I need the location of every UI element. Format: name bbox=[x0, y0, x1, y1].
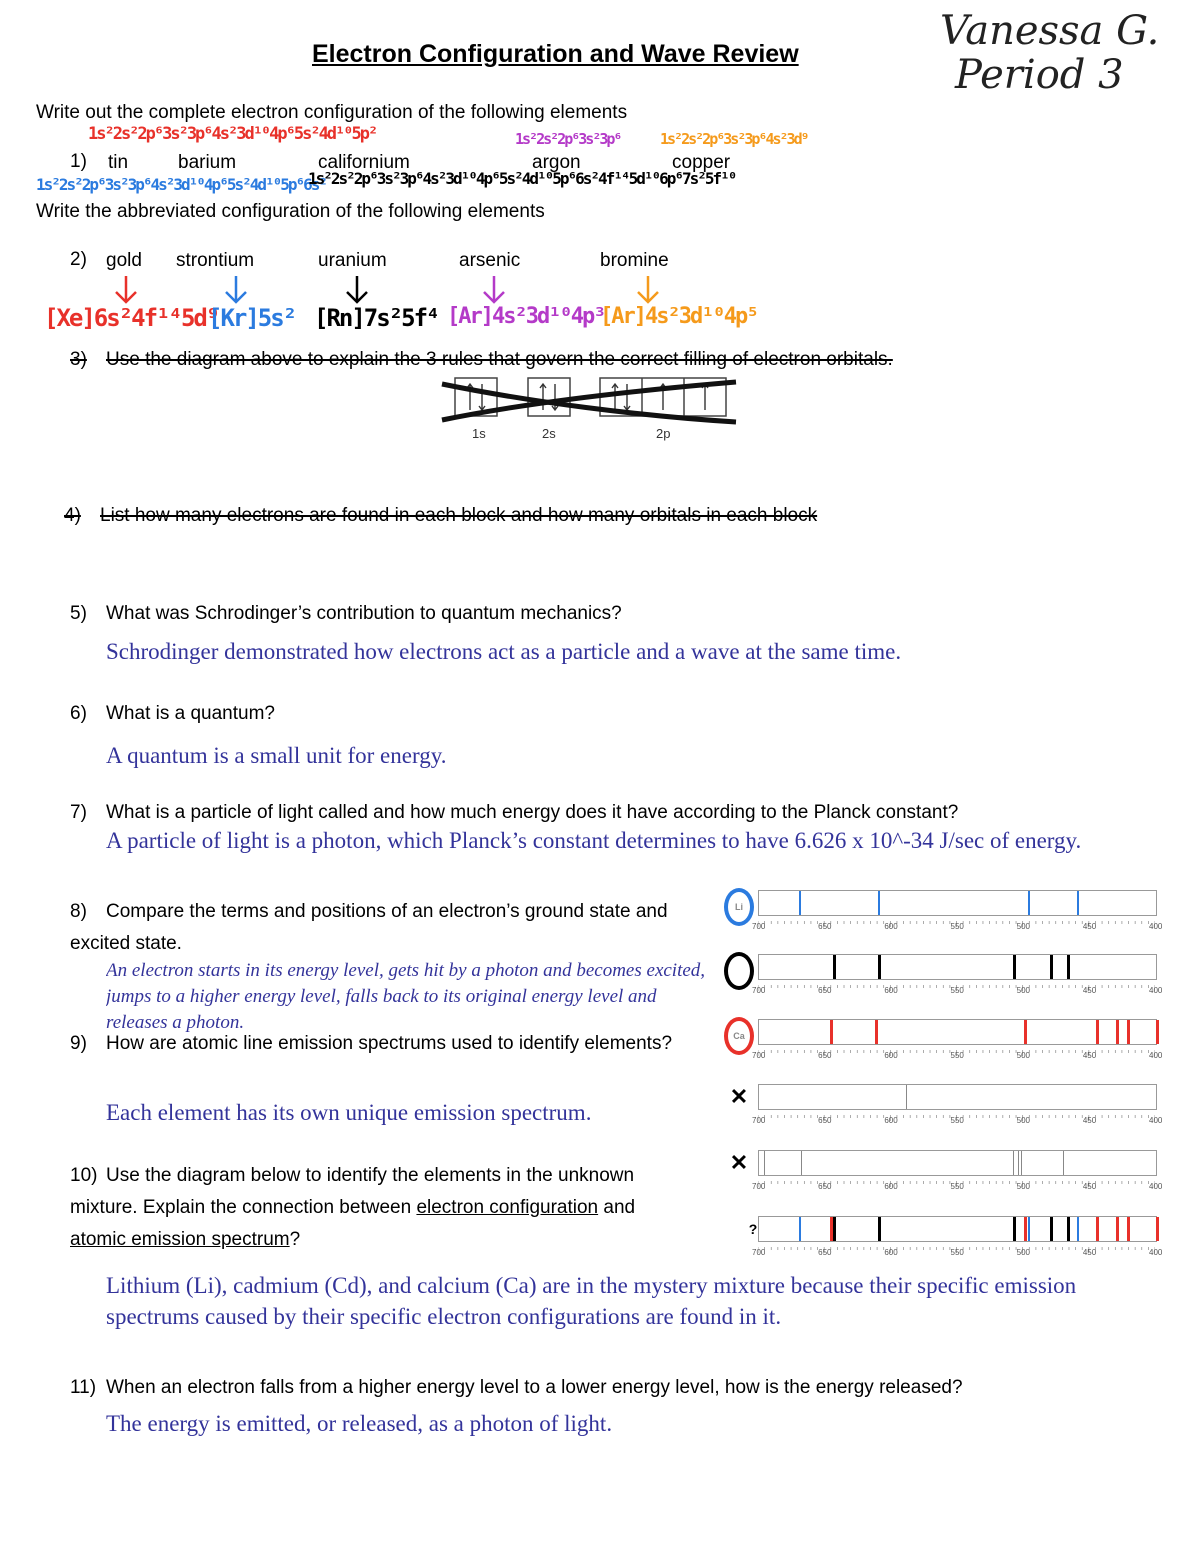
axis-tick-label: 700 bbox=[752, 1182, 766, 1191]
emission-line bbox=[799, 891, 801, 915]
q2-prompt: Write the abbreviated configuration of the following elements bbox=[36, 201, 545, 222]
spectrum-strip bbox=[758, 890, 1157, 916]
cross-marker-icon: ✕ bbox=[729, 1084, 749, 1109]
emission-line bbox=[1067, 1217, 1070, 1241]
axis-tick-label: 550 bbox=[950, 1116, 964, 1125]
q8-number: 8) bbox=[70, 901, 87, 922]
emission-line bbox=[1096, 1217, 1099, 1241]
spectrum-strip bbox=[758, 1019, 1157, 1045]
q8-text: Compare the terms and positions of an electron’s ground state and excited state. bbox=[70, 901, 668, 954]
q7-text: What is a particle of light called and how much energy does it have according to the Planck constant? bbox=[106, 802, 959, 823]
cross-marker-icon: ✕ bbox=[729, 1150, 749, 1175]
axis-tick-label: 450 bbox=[1082, 922, 1097, 931]
spectrum-axis-labels bbox=[750, 922, 1170, 934]
emission-line bbox=[1018, 1151, 1019, 1175]
element-argon: argon bbox=[532, 152, 581, 173]
q4-question bbox=[64, 500, 944, 532]
spectrum-axis-labels bbox=[750, 1051, 1170, 1063]
q9-question bbox=[70, 1028, 680, 1060]
emission-line bbox=[1077, 1217, 1079, 1241]
element-copper: copper bbox=[672, 152, 731, 173]
axis-tick-label: 650 bbox=[818, 1116, 832, 1125]
q5-question bbox=[70, 598, 622, 630]
emission-line bbox=[1024, 1020, 1027, 1044]
tin-answer: 1s²2s²2p⁶3s²3p⁶4s²3d¹⁰4p⁶5s²4d¹⁰5p² bbox=[88, 124, 377, 144]
q9-text: How are atomic line emission spectrums used to identify elements? bbox=[106, 1033, 673, 1054]
spectrum-strip bbox=[758, 1084, 1157, 1110]
q10-text-a: Use the diagram below to identify the elements in the unknown mixture. Explain the connection between bbox=[70, 1165, 635, 1218]
element-arsenic: arsenic bbox=[459, 250, 521, 271]
spectrum-row bbox=[720, 1015, 1165, 1071]
axis-tick-label: 700 bbox=[752, 1248, 766, 1257]
spectrum-row bbox=[720, 1080, 1165, 1136]
argon-answer: 1s²2s²2p⁶3s²3p⁶ bbox=[515, 130, 621, 148]
mystery-marker: ? bbox=[748, 1221, 758, 1237]
q2-number: 2) bbox=[70, 249, 87, 270]
student-period: Period 3 bbox=[955, 52, 1124, 98]
axis-tick-label: 400 bbox=[1149, 1116, 1163, 1125]
q5-answer: Schrodinger demonstrated how electrons act as a particle and a wave at the same time. bbox=[106, 639, 902, 664]
axis-tick-label: 700 bbox=[752, 1116, 766, 1125]
strontium-answer: [Kr]5s² bbox=[208, 304, 296, 332]
spectrum-axis-ticks bbox=[758, 1174, 1155, 1180]
spectrum-row bbox=[720, 1212, 1165, 1268]
emission-line bbox=[1077, 891, 1079, 915]
axis-tick-label: 650 bbox=[818, 922, 832, 931]
emission-line bbox=[878, 955, 881, 979]
q7-answer: A particle of light is a photon, which Planck’s constant determines to have 6.626 x 10^-34 J/sec of energy. bbox=[106, 828, 1082, 853]
emission-line bbox=[1067, 955, 1070, 979]
emission-line bbox=[1024, 1217, 1027, 1241]
q10-number: 10) bbox=[70, 1165, 98, 1186]
q6-number: 6) bbox=[70, 703, 87, 724]
emission-line bbox=[1028, 1217, 1030, 1241]
spectrum-axis-ticks bbox=[758, 914, 1155, 920]
spectrum-row bbox=[720, 886, 1165, 942]
black-circle-marker-icon bbox=[724, 952, 754, 990]
emission-line bbox=[1050, 955, 1053, 979]
element-barium: barium bbox=[178, 152, 237, 173]
emission-line bbox=[1156, 1020, 1159, 1044]
axis-tick-label: 600 bbox=[884, 1248, 898, 1257]
axis-tick-label: 650 bbox=[818, 1182, 832, 1191]
q4-text: List how many electrons are found in each block and how many orbitals in each block bbox=[100, 505, 818, 526]
emission-line bbox=[1096, 1020, 1099, 1044]
spectrum-axis-ticks bbox=[758, 978, 1155, 984]
q6-question bbox=[70, 698, 275, 730]
uranium-arrow-icon bbox=[347, 276, 367, 302]
element-uranium: uranium bbox=[318, 250, 387, 271]
orbital-label-2s: 2s bbox=[542, 426, 556, 441]
spectrum-axis-labels bbox=[750, 1182, 1170, 1194]
spectrum-row bbox=[720, 1146, 1165, 1202]
q3-text: Use the diagram above to explain the 3 rules that govern the correct filling of electron orbitals. bbox=[106, 349, 893, 370]
axis-tick-label: 400 bbox=[1149, 1182, 1163, 1191]
axis-tick-label: 600 bbox=[884, 1051, 898, 1060]
axis-tick-label: 600 bbox=[884, 1182, 898, 1191]
axis-tick-label: 400 bbox=[1149, 986, 1163, 995]
uranium-answer: [Rn]7s²5f⁴ bbox=[314, 304, 439, 332]
axis-tick-label: 400 bbox=[1149, 922, 1163, 931]
axis-tick-label: 700 bbox=[752, 1051, 766, 1060]
spectrum-axis-labels bbox=[750, 986, 1170, 998]
q11-number: 11) bbox=[70, 1377, 97, 1398]
q1-prompt: Write out the complete electron configuration of the following elements bbox=[36, 102, 628, 123]
axis-tick-label: 450 bbox=[1082, 1116, 1097, 1125]
q6-text: What is a quantum? bbox=[106, 703, 275, 724]
spectrum-strip bbox=[758, 954, 1157, 980]
emission-line bbox=[1127, 1217, 1130, 1241]
axis-tick-label: 500 bbox=[1016, 1248, 1031, 1257]
q6-answer: A quantum is a small unit for energy. bbox=[106, 743, 447, 768]
element-californium: californium bbox=[318, 152, 410, 173]
q10-text-c: ? bbox=[289, 1229, 301, 1250]
emission-line bbox=[878, 891, 880, 915]
spectrum-axis-labels bbox=[750, 1116, 1170, 1128]
q10-text-b: and bbox=[598, 1197, 636, 1218]
q11-text: When an electron falls from a higher energy level to a lower energy level, how is the energy released? bbox=[106, 1377, 963, 1398]
student-name: Vanessa G. bbox=[940, 8, 1160, 54]
q11-answer: The energy is emitted, or released, as a photon of light. bbox=[106, 1411, 613, 1436]
red-circle-marker-icon: Ca bbox=[724, 1017, 754, 1055]
orbital-diagram bbox=[440, 372, 740, 447]
axis-tick-label: 400 bbox=[1149, 1051, 1163, 1060]
q9-number: 9) bbox=[70, 1033, 87, 1054]
q8-answer: An electron starts in its energy level, gets hit by a photon and becomes excited, jumps to a higher energy level, falls back to its original energy level and releases a photon. bbox=[106, 960, 706, 1033]
q10-answer: Lithium (Li), cadmium (Cd), and calcium (Ca) are in the mystery mixture because their specific emission spectrums caused by their specific electron configurations are found in it. bbox=[106, 1273, 1077, 1329]
emission-line bbox=[1063, 1151, 1064, 1175]
emission-line bbox=[1013, 1217, 1016, 1241]
axis-tick-label: 600 bbox=[884, 922, 898, 931]
gold-answer: [Xe]6s²4f¹⁴5d⁹ bbox=[44, 304, 219, 332]
axis-tick-label: 550 bbox=[950, 922, 964, 931]
axis-tick-label: 700 bbox=[752, 922, 766, 931]
axis-tick-label: 550 bbox=[950, 1051, 964, 1060]
axis-tick-label: 400 bbox=[1149, 1248, 1163, 1257]
q9-answer: Each element has its own unique emission spectrum. bbox=[106, 1100, 592, 1125]
spectrum-axis-ticks bbox=[758, 1108, 1155, 1114]
axis-tick-label: 600 bbox=[884, 986, 898, 995]
orbital-label-2p: 2p bbox=[656, 426, 671, 441]
axis-tick-label: 550 bbox=[950, 1248, 964, 1257]
spectrum-row bbox=[720, 950, 1165, 1006]
axis-tick-label: 650 bbox=[818, 1248, 832, 1257]
emission-line bbox=[875, 1020, 878, 1044]
axis-tick-label: 650 bbox=[818, 1051, 832, 1060]
spectrum-axis-labels bbox=[750, 1248, 1170, 1260]
copper-answer: 1s²2s²2p⁶3s²3p⁶4s²3d⁹ bbox=[660, 130, 808, 148]
emission-line bbox=[833, 1217, 836, 1241]
q10-question bbox=[70, 1160, 690, 1256]
element-tin: tin bbox=[108, 152, 129, 173]
californium-answer: 1s²2s²2p⁶3s²3p⁶4s²3d¹⁰4p⁶5s²4d¹⁰5p⁶6s²4f¹⁴5d¹⁰6p⁶7s²5f¹⁰ bbox=[308, 169, 736, 188]
axis-tick-label: 550 bbox=[950, 986, 964, 995]
q3-number: 3) bbox=[70, 349, 87, 370]
emission-line bbox=[1013, 1151, 1014, 1175]
q11-question bbox=[70, 1372, 1170, 1404]
axis-tick-label: 700 bbox=[752, 986, 766, 995]
emission-line bbox=[764, 1151, 765, 1175]
axis-tick-label: 500 bbox=[1016, 1116, 1031, 1125]
arrow-annotations bbox=[0, 272, 760, 308]
emission-line bbox=[833, 955, 836, 979]
axis-tick-label: 650 bbox=[818, 986, 832, 995]
q5-text: What was Schrodinger’s contribution to quantum mechanics? bbox=[106, 603, 622, 624]
q8-question bbox=[70, 896, 680, 960]
q10-term-electron-configuration: electron configuration bbox=[416, 1197, 599, 1218]
q1-number: 1) bbox=[70, 151, 87, 172]
emission-line bbox=[1013, 955, 1016, 979]
emission-line bbox=[799, 1217, 801, 1241]
axis-tick-label: 450 bbox=[1082, 1182, 1097, 1191]
q10-term-atomic-emission-spectrum: atomic emission spectrum bbox=[70, 1229, 290, 1250]
blue-circle-marker-icon: Li bbox=[724, 888, 754, 926]
q7-number: 7) bbox=[70, 802, 87, 823]
emission-line bbox=[1028, 891, 1030, 915]
element-bromine: bromine bbox=[600, 250, 669, 271]
axis-tick-label: 450 bbox=[1082, 986, 1097, 995]
emission-line bbox=[1050, 1217, 1053, 1241]
axis-tick-label: 550 bbox=[950, 1182, 964, 1191]
emission-line bbox=[830, 1217, 833, 1241]
emission-line bbox=[906, 1085, 907, 1109]
orbital-label-1s: 1s bbox=[472, 426, 486, 441]
emission-line bbox=[1021, 1151, 1022, 1175]
q5-number: 5) bbox=[70, 603, 87, 624]
axis-tick-label: 500 bbox=[1016, 1182, 1031, 1191]
bromine-arrow-icon bbox=[638, 276, 658, 302]
emission-line bbox=[1156, 1217, 1159, 1241]
q4-number: 4) bbox=[64, 505, 81, 526]
axis-tick-label: 450 bbox=[1082, 1248, 1097, 1257]
arsenic-arrow-icon bbox=[484, 276, 504, 302]
bromine-answer: [Ar]4s²3d¹⁰4p⁵ bbox=[600, 304, 758, 329]
emission-line bbox=[1116, 1217, 1119, 1241]
spectrum-strip bbox=[758, 1216, 1157, 1242]
axis-tick-label: 500 bbox=[1016, 1051, 1031, 1060]
spectrum-strip bbox=[758, 1150, 1157, 1176]
strontium-arrow-icon bbox=[226, 276, 246, 302]
barium-answer: 1s²2s²2p⁶3s²3p⁶4s²3d¹⁰4p⁶5s²4d¹⁰5p⁶6s² bbox=[36, 175, 327, 194]
axis-tick-label: 500 bbox=[1016, 922, 1031, 931]
spectrum-axis-ticks bbox=[758, 1240, 1155, 1246]
emission-line bbox=[830, 1020, 833, 1044]
spectrum-axis-ticks bbox=[758, 1043, 1155, 1049]
element-gold: gold bbox=[106, 250, 142, 271]
emission-line bbox=[1116, 1020, 1119, 1044]
axis-tick-label: 450 bbox=[1082, 1051, 1097, 1060]
emission-line bbox=[1127, 1020, 1130, 1044]
emission-line bbox=[801, 1151, 802, 1175]
page-title: Electron Configuration and Wave Review bbox=[312, 40, 799, 68]
axis-tick-label: 600 bbox=[884, 1116, 898, 1125]
axis-tick-label: 500 bbox=[1016, 986, 1031, 995]
arsenic-answer: [Ar]4s²3d¹⁰4p³ bbox=[447, 304, 605, 329]
emission-line bbox=[878, 1217, 881, 1241]
element-strontium: strontium bbox=[176, 250, 255, 271]
gold-arrow-icon bbox=[116, 276, 136, 302]
